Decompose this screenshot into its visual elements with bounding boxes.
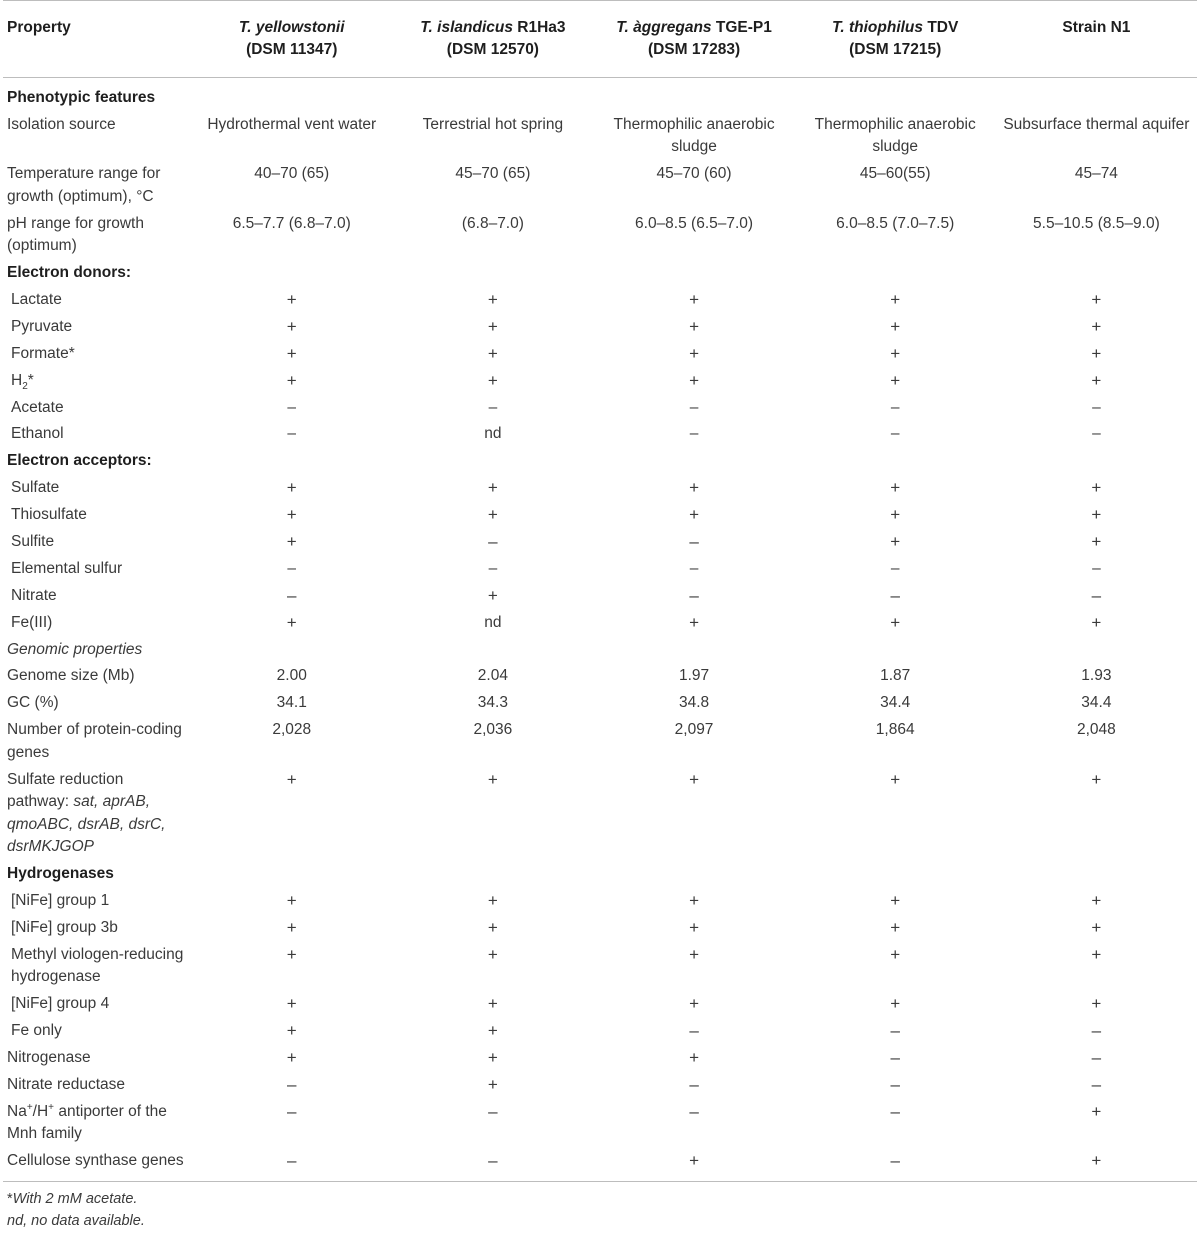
cell: +	[286, 944, 297, 964]
cell: 6.0–8.5 (6.5–7.0)	[635, 214, 754, 232]
cell: +	[286, 769, 297, 789]
table-row	[3, 556, 1197, 583]
table-row	[3, 1148, 1197, 1181]
row-label-lactate: Lactate	[11, 290, 62, 308]
cell: +	[286, 316, 297, 336]
row-label-elemental-sulfur: Elemental sulfur	[11, 559, 123, 577]
row-label-ethanol: Ethanol	[11, 425, 64, 443]
table-row	[3, 690, 1197, 717]
row-label-sulfate: Sulfate	[11, 479, 60, 497]
cell: Hydrothermal vent water	[207, 115, 377, 133]
cell: +	[286, 1047, 297, 1067]
strain-comparison-table	[3, 0, 1197, 1182]
cell: –	[689, 1020, 699, 1040]
cell: +	[487, 478, 498, 498]
cell: +	[689, 505, 700, 525]
cell: 34.4	[1081, 694, 1112, 712]
cell: +	[286, 994, 297, 1014]
section-donors: Electron donors:	[7, 264, 132, 282]
cell: +	[1091, 612, 1102, 632]
cell: 5.5–10.5 (8.5–9.0)	[1033, 214, 1160, 232]
table-row	[3, 915, 1197, 942]
cell: +	[1091, 890, 1102, 910]
row-label-gc: GC (%)	[7, 694, 59, 712]
cell: +	[890, 505, 901, 525]
cell: +	[286, 612, 297, 632]
cell: –	[1092, 425, 1101, 443]
cell: Thermophilic anaerobic sludge	[613, 115, 775, 156]
footnote-acetate: *With 2 mM acetate.	[7, 1190, 138, 1207]
cell: +	[487, 289, 498, 309]
cell: +	[1091, 1151, 1102, 1170]
cell: +	[890, 478, 901, 498]
cell: +	[487, 343, 498, 363]
table-row	[3, 717, 1197, 766]
row-label-cellulose: Cellulose synthase genes	[7, 1152, 184, 1169]
cell: –	[689, 531, 699, 551]
cell: +	[286, 1020, 297, 1040]
row-label-protein-genes: Number of protein-coding genes	[7, 721, 182, 761]
cell: +	[487, 585, 498, 605]
table-row	[3, 161, 1197, 210]
cell: –	[488, 559, 498, 577]
table-row	[3, 475, 1197, 502]
cell: +	[890, 769, 901, 789]
cell: +	[286, 505, 297, 525]
cell: –	[488, 1151, 498, 1170]
row-label-antiporter: Na+/H+ antiporter of the Mnh family	[7, 1101, 167, 1143]
table-row	[3, 211, 1197, 260]
table-row	[3, 1072, 1197, 1099]
cell: 34.4	[880, 694, 911, 712]
cell: +	[1091, 917, 1102, 937]
cell: 2,036	[473, 721, 513, 739]
row-label-temperature: Temperature range for growth (optimum), °C	[7, 165, 161, 205]
cell: +	[286, 343, 297, 363]
cell: +	[1091, 944, 1102, 964]
cell: –	[689, 398, 699, 416]
cell: +	[286, 890, 297, 910]
table-row	[3, 991, 1197, 1018]
table-row	[3, 395, 1197, 422]
footnote-nd: nd, no data available.	[7, 1212, 145, 1229]
cell: +	[1091, 769, 1102, 789]
cell: +	[689, 769, 700, 789]
cell: –	[890, 398, 900, 416]
table-row	[3, 502, 1197, 529]
cell: +	[487, 1047, 498, 1067]
cell: +	[487, 917, 498, 937]
cell: –	[287, 425, 297, 443]
cell: –	[488, 531, 498, 551]
table-row	[3, 663, 1197, 690]
cell: +	[286, 370, 297, 390]
row-label-nitrogenase: Nitrogenase	[7, 1048, 91, 1066]
row-label-acetate: Acetate	[11, 398, 64, 416]
cell: –	[488, 398, 498, 416]
cell: nd	[484, 613, 502, 631]
cell: –	[689, 559, 699, 577]
cell: 2.00	[276, 667, 307, 685]
cell: +	[286, 478, 297, 498]
cell: +	[689, 1151, 700, 1170]
cell: +	[487, 370, 498, 390]
cell: +	[487, 769, 498, 789]
table-row	[3, 529, 1197, 556]
cell: 34.1	[276, 694, 307, 712]
cell: –	[890, 1020, 900, 1040]
cell: +	[286, 531, 297, 551]
cell: +	[689, 343, 700, 363]
row-label-ph: pH range for growth (optimum)	[7, 214, 144, 255]
section-row	[3, 637, 1197, 664]
row-label-sulfite: Sulfite	[11, 532, 55, 550]
cell: +	[890, 944, 901, 964]
cell: –	[1092, 398, 1101, 416]
cell: +	[1091, 1101, 1102, 1121]
cell: +	[890, 612, 901, 632]
cell: +	[1091, 994, 1102, 1014]
cell: +	[890, 289, 901, 309]
cell: –	[689, 1101, 699, 1121]
cell: +	[689, 478, 700, 498]
cell: Terrestrial hot spring	[422, 115, 564, 133]
cell: –	[287, 1101, 297, 1121]
cell: +	[487, 944, 498, 964]
row-label-nife4: [NiFe] group 4	[11, 995, 110, 1013]
table-row	[3, 112, 1197, 161]
cell: –	[1091, 1047, 1102, 1067]
cell: –	[287, 585, 297, 605]
row-label-isolation: Isolation source	[7, 115, 116, 133]
row-label-sulfate-reduction: Sulfate reduction pathway: sat, aprAB, qmoABC, dsrAB, dsrC, dsrMKJGOP	[7, 770, 166, 856]
cell: +	[286, 289, 297, 309]
cell: –	[689, 1074, 699, 1094]
cell: +	[487, 1074, 498, 1094]
cell: +	[689, 289, 700, 309]
cell: –	[1091, 1020, 1102, 1040]
section-phenotypic: Phenotypic features	[7, 89, 156, 106]
cell: +	[487, 316, 498, 336]
cell: 1,864	[875, 721, 915, 739]
table-row	[3, 341, 1197, 368]
cell: –	[287, 398, 297, 416]
row-label-nitrate-reductase: Nitrate reductase	[7, 1075, 126, 1093]
table-row	[3, 767, 1197, 861]
row-label-methyl-viologen: Methyl viologen-reducing hydrogenase	[11, 945, 184, 986]
table-row	[3, 942, 1197, 991]
cell: +	[890, 343, 901, 363]
cell: 6.5–7.7 (6.8–7.0)	[232, 214, 351, 232]
cell: +	[1091, 531, 1102, 551]
cell: +	[890, 890, 901, 910]
cell: +	[1091, 343, 1102, 363]
cell: +	[1091, 505, 1102, 525]
row-label-nife1: [NiFe] group 1	[11, 891, 110, 909]
cell: Thermophilic anaerobic sludge	[814, 115, 976, 156]
row-label-thiosulfate: Thiosulfate	[11, 506, 87, 524]
row-label-fe-only: Fe only	[11, 1021, 62, 1039]
header-t-thiophilus: T. thiophilus TDV (DSM 17215)	[832, 19, 959, 58]
cell: –	[689, 425, 699, 443]
cell: 1.97	[678, 667, 710, 685]
cell: 45–70 (60)	[656, 165, 732, 183]
cell: +	[487, 994, 498, 1014]
cell: 45–74	[1074, 165, 1118, 183]
table-row	[3, 583, 1197, 610]
row-label-formate: Formate*	[11, 344, 75, 362]
cell: +	[689, 994, 700, 1014]
cell: 45–60(55)	[859, 165, 931, 183]
cell: +	[689, 1047, 700, 1067]
cell: +	[1091, 289, 1102, 309]
header-row	[3, 1, 1197, 78]
cell: 2.04	[477, 667, 508, 685]
cell: 1.87	[880, 667, 911, 685]
cell: –	[488, 1101, 498, 1121]
cell: 45–70 (65)	[455, 165, 531, 183]
header-strain-n1: Strain N1	[1062, 19, 1131, 36]
section-row	[3, 78, 1197, 112]
cell: +	[890, 370, 901, 390]
cell: 2,048	[1076, 721, 1116, 739]
cell: +	[487, 505, 498, 525]
cell: –	[890, 585, 900, 605]
row-label-fe3: Fe(III)	[11, 613, 53, 631]
table-footnotes	[3, 1182, 1197, 1232]
cell: –	[890, 1047, 900, 1067]
table-row	[3, 421, 1197, 448]
cell: +	[286, 917, 297, 937]
cell: +	[487, 890, 498, 910]
table-row	[3, 1018, 1197, 1045]
cell: +	[1091, 478, 1102, 498]
cell: 6.0–8.5 (7.0–7.5)	[836, 214, 955, 232]
cell: +	[890, 994, 901, 1014]
table-row	[3, 314, 1197, 341]
table-row	[3, 610, 1197, 637]
cell: –	[1091, 1074, 1102, 1094]
header-t-aggregans: T. àggregans TGE-P1 (DSM 17283)	[616, 19, 772, 58]
cell: –	[890, 1101, 900, 1121]
section-acceptors: Electron acceptors:	[7, 452, 152, 470]
cell: Subsurface thermal aquifer	[1003, 115, 1190, 133]
cell: +	[487, 1020, 498, 1040]
cell: +	[689, 890, 700, 910]
row-label-nife3b: [NiFe] group 3b	[11, 918, 118, 936]
cell: nd	[484, 425, 502, 443]
row-label-h2: $H_2*$	[11, 371, 34, 392]
cell: +	[689, 612, 700, 632]
cell: +	[1091, 370, 1102, 390]
table-row	[3, 1045, 1197, 1072]
cell: –	[287, 1074, 297, 1094]
section-genomic: Genomic properties	[7, 640, 143, 658]
cell: –	[1092, 559, 1101, 577]
row-label-genome-size: Genome size (Mb)	[7, 667, 135, 685]
comparison-table-container	[3, 0, 1197, 1232]
cell: 2,028	[272, 721, 312, 739]
table-row	[3, 1099, 1197, 1148]
cell: –	[890, 559, 900, 577]
cell: –	[287, 559, 297, 577]
cell: (6.8–7.0)	[461, 214, 524, 232]
row-label-nitrate: Nitrate	[11, 586, 57, 604]
cell: 1.93	[1081, 667, 1112, 685]
cell: 34.8	[678, 694, 710, 712]
table-row	[3, 888, 1197, 915]
cell: +	[890, 316, 901, 336]
cell: +	[689, 370, 700, 390]
cell: 34.3	[477, 694, 508, 712]
table-row	[3, 368, 1197, 395]
cell: –	[287, 1151, 297, 1170]
row-label-pyruvate: Pyruvate	[11, 317, 73, 335]
header-property: Property	[7, 19, 71, 36]
cell: +	[689, 316, 700, 336]
section-row	[3, 260, 1197, 287]
header-t-islandicus: T. islandicus R1Ha3 (DSM 12570)	[420, 19, 566, 58]
section-row	[3, 861, 1197, 888]
cell: –	[689, 585, 699, 605]
cell: +	[1091, 316, 1102, 336]
cell: –	[890, 425, 900, 443]
section-hydrogenases: Hydrogenases	[7, 864, 114, 882]
table-row	[3, 287, 1197, 314]
cell: –	[890, 1151, 900, 1170]
cell: +	[890, 917, 901, 937]
section-row	[3, 448, 1197, 475]
cell: 40–70 (65)	[254, 165, 330, 183]
cell: +	[689, 917, 700, 937]
cell: +	[890, 531, 901, 551]
cell: –	[1091, 585, 1102, 605]
header-t-yellowstonii: T. yellowstonii (DSM 11347)	[238, 19, 345, 58]
cell: –	[890, 1074, 900, 1094]
cell: +	[689, 944, 700, 964]
cell: 2,097	[674, 721, 714, 739]
